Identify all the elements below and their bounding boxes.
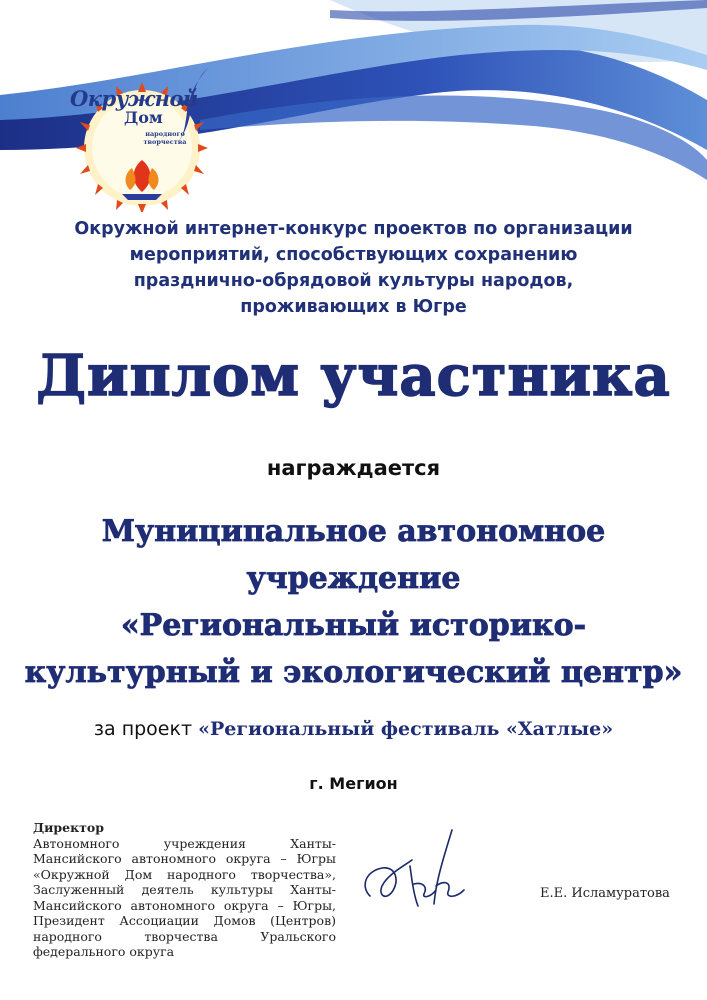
organization-line: учреждение — [246, 561, 461, 596]
signatory-block — [33, 820, 336, 960]
city-label: г. Мегион — [309, 774, 398, 793]
contest-line: проживающих в Югре — [240, 297, 467, 317]
logo-text-line3: народного творчества — [143, 130, 187, 146]
logo-text-line1: Окружной — [70, 86, 198, 111]
handwritten-signature-icon — [352, 826, 482, 916]
project-name: «Региональный фестиваль «Хатлые» — [198, 718, 614, 740]
organization-line: культурный и экологический центр» — [24, 655, 683, 690]
organization-line: «Региональный историко- — [120, 608, 587, 643]
contest-line: мероприятий, способствующих сохранению — [129, 245, 578, 265]
awarded-label: награждается — [266, 456, 441, 480]
project-line — [0, 718, 707, 740]
contest-line: празднично-обрядовой культуры народов, — [133, 271, 574, 291]
signer-name: Е.Е. Исламуратова — [540, 886, 670, 901]
signatory-role: Директор — [33, 820, 104, 835]
organization-line: Муниципальное автономное — [101, 514, 606, 549]
organization-name — [10, 508, 697, 696]
contest-line: Окружной интернет-конкурс проектов по организации — [74, 219, 633, 239]
signatory-description: Автономного учреждения Ханты-Мансийского автономного округа – Югры «Окружной Дом народного творчества», Заслуженный деятель культуры Ханты-Мансийского автономного округа – Югры, Президент Ассоциации Домов (Центров) народного творчества Уральского федерального округа — [33, 835, 336, 959]
project-prefix: за проект — [93, 718, 199, 740]
logo-text-line2: Дом — [124, 108, 163, 127]
contest-heading — [30, 216, 677, 320]
diploma-title: Диплом участника — [36, 343, 671, 409]
